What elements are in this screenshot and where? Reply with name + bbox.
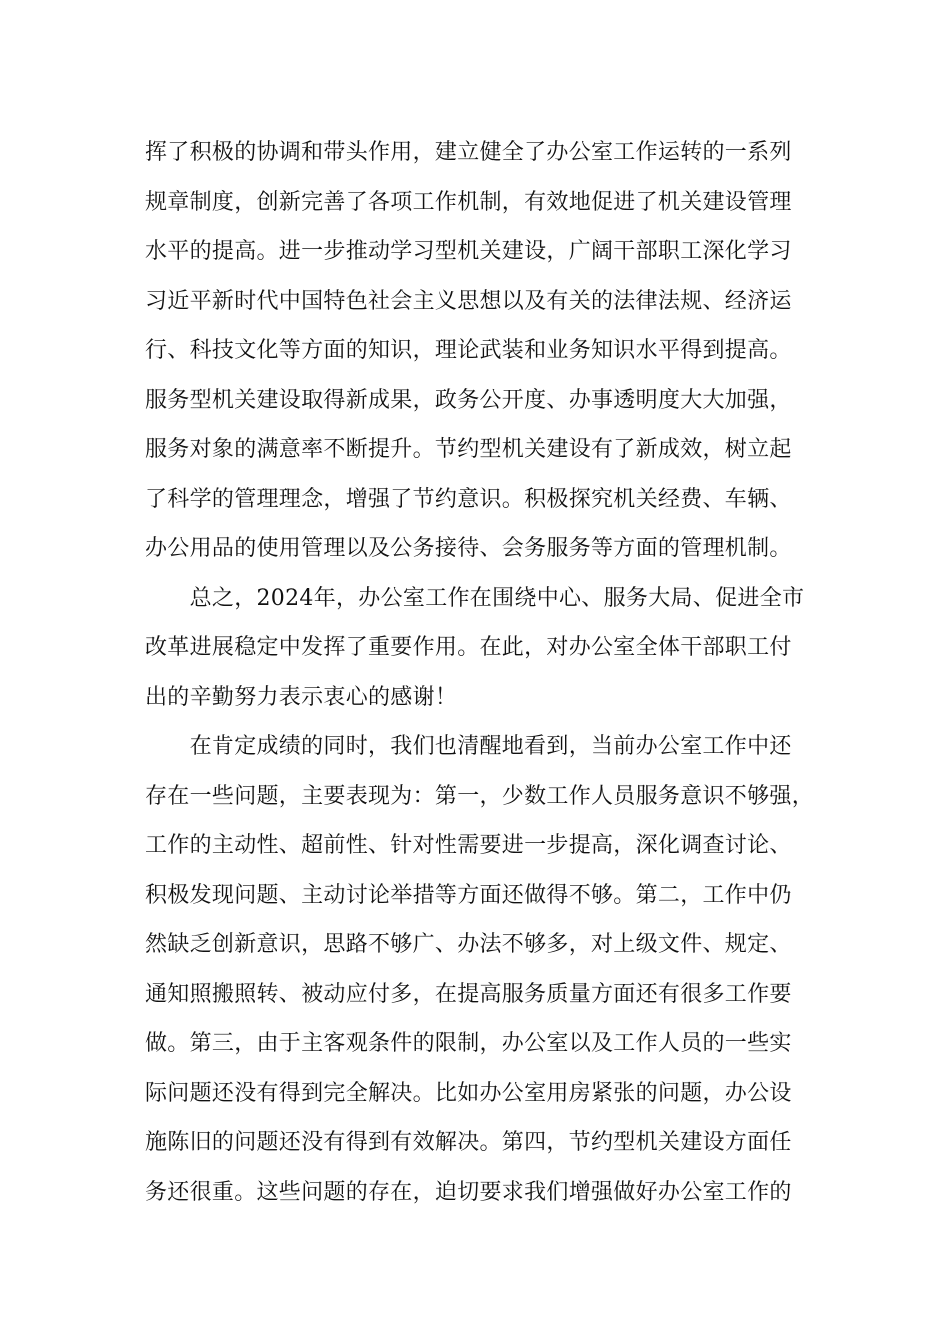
text-line: 在肯定成绩的同时，我们也清醒地看到，当前办公室工作中还	[145, 734, 792, 759]
text-line: 总之，2024年，办公室工作在围绕中心、服务大局、促进全市	[145, 585, 805, 611]
text-line: 水平的提高。进一步推动学习型机关建设，广阔干部职工深化学习	[145, 239, 792, 264]
text-line: 出的辛勤努力表示衷心的感谢！	[145, 684, 458, 710]
text-line: 了科学的管理理念，增强了节约意识。积极探究机关经费、车辆、	[145, 486, 792, 512]
text-line: 际问题还没有得到完全解决。比如办公室用房紧张的问题，办公设	[145, 1080, 792, 1106]
text-line: 行、科技文化等方面的知识，理论武装和业务知识水平得到提高。	[145, 338, 792, 363]
text-line: 规章制度，创新完善了各项工作机制，有效地促进了机关建设管理	[145, 189, 792, 215]
text-line: 服务型机关建设取得新成果，政务公开度、办事透明度大大加强，	[145, 387, 792, 413]
text-line: 工作的主动性、超前性、针对性需要进一步提高，深化调查讨论、	[145, 833, 792, 858]
text-line: 挥了积极的协调和带头作用，建立健全了办公室工作运转的一系列	[145, 140, 792, 165]
text-line: 存在一些问题，主要表现为：第一，少数工作人员服务意识不够强，	[145, 783, 815, 809]
text-line: 然缺乏创新意识，思路不够广、办法不够多，对上级文件、规定、	[145, 932, 792, 957]
text-line: 改革进展稳定中发挥了重要作用。在此，对办公室全体干部职工付	[145, 635, 792, 660]
text-line: 办公用品的使用管理以及公务接待、会务服务等方面的管理机制。	[145, 536, 792, 561]
body-text	[145, 133, 825, 1222]
text-line: 服务对象的满意率不断提升。节约型机关建设有了新成效，树立起	[145, 437, 792, 462]
text-line: 做。第三，由于主客观条件的限制，办公室以及工作人员的一些实	[145, 1031, 792, 1056]
text-line: 习近平新时代中国特色社会主义思想以及有关的法律法规、经济运	[145, 288, 792, 314]
text-line: 施陈旧的问题还没有得到有效解决。第四，节约型机关建设方面任	[145, 1130, 792, 1155]
text-line: 务还很重。这些问题的存在，迫切要求我们增强做好办公室工作的	[145, 1179, 792, 1205]
text-line: 积极发现问题、主动讨论举措等方面还做得不够。第二，工作中仍	[145, 882, 792, 908]
text-line: 通知照搬照转、被动应付多，在提高服务质量方面还有很多工作要	[145, 981, 792, 1007]
